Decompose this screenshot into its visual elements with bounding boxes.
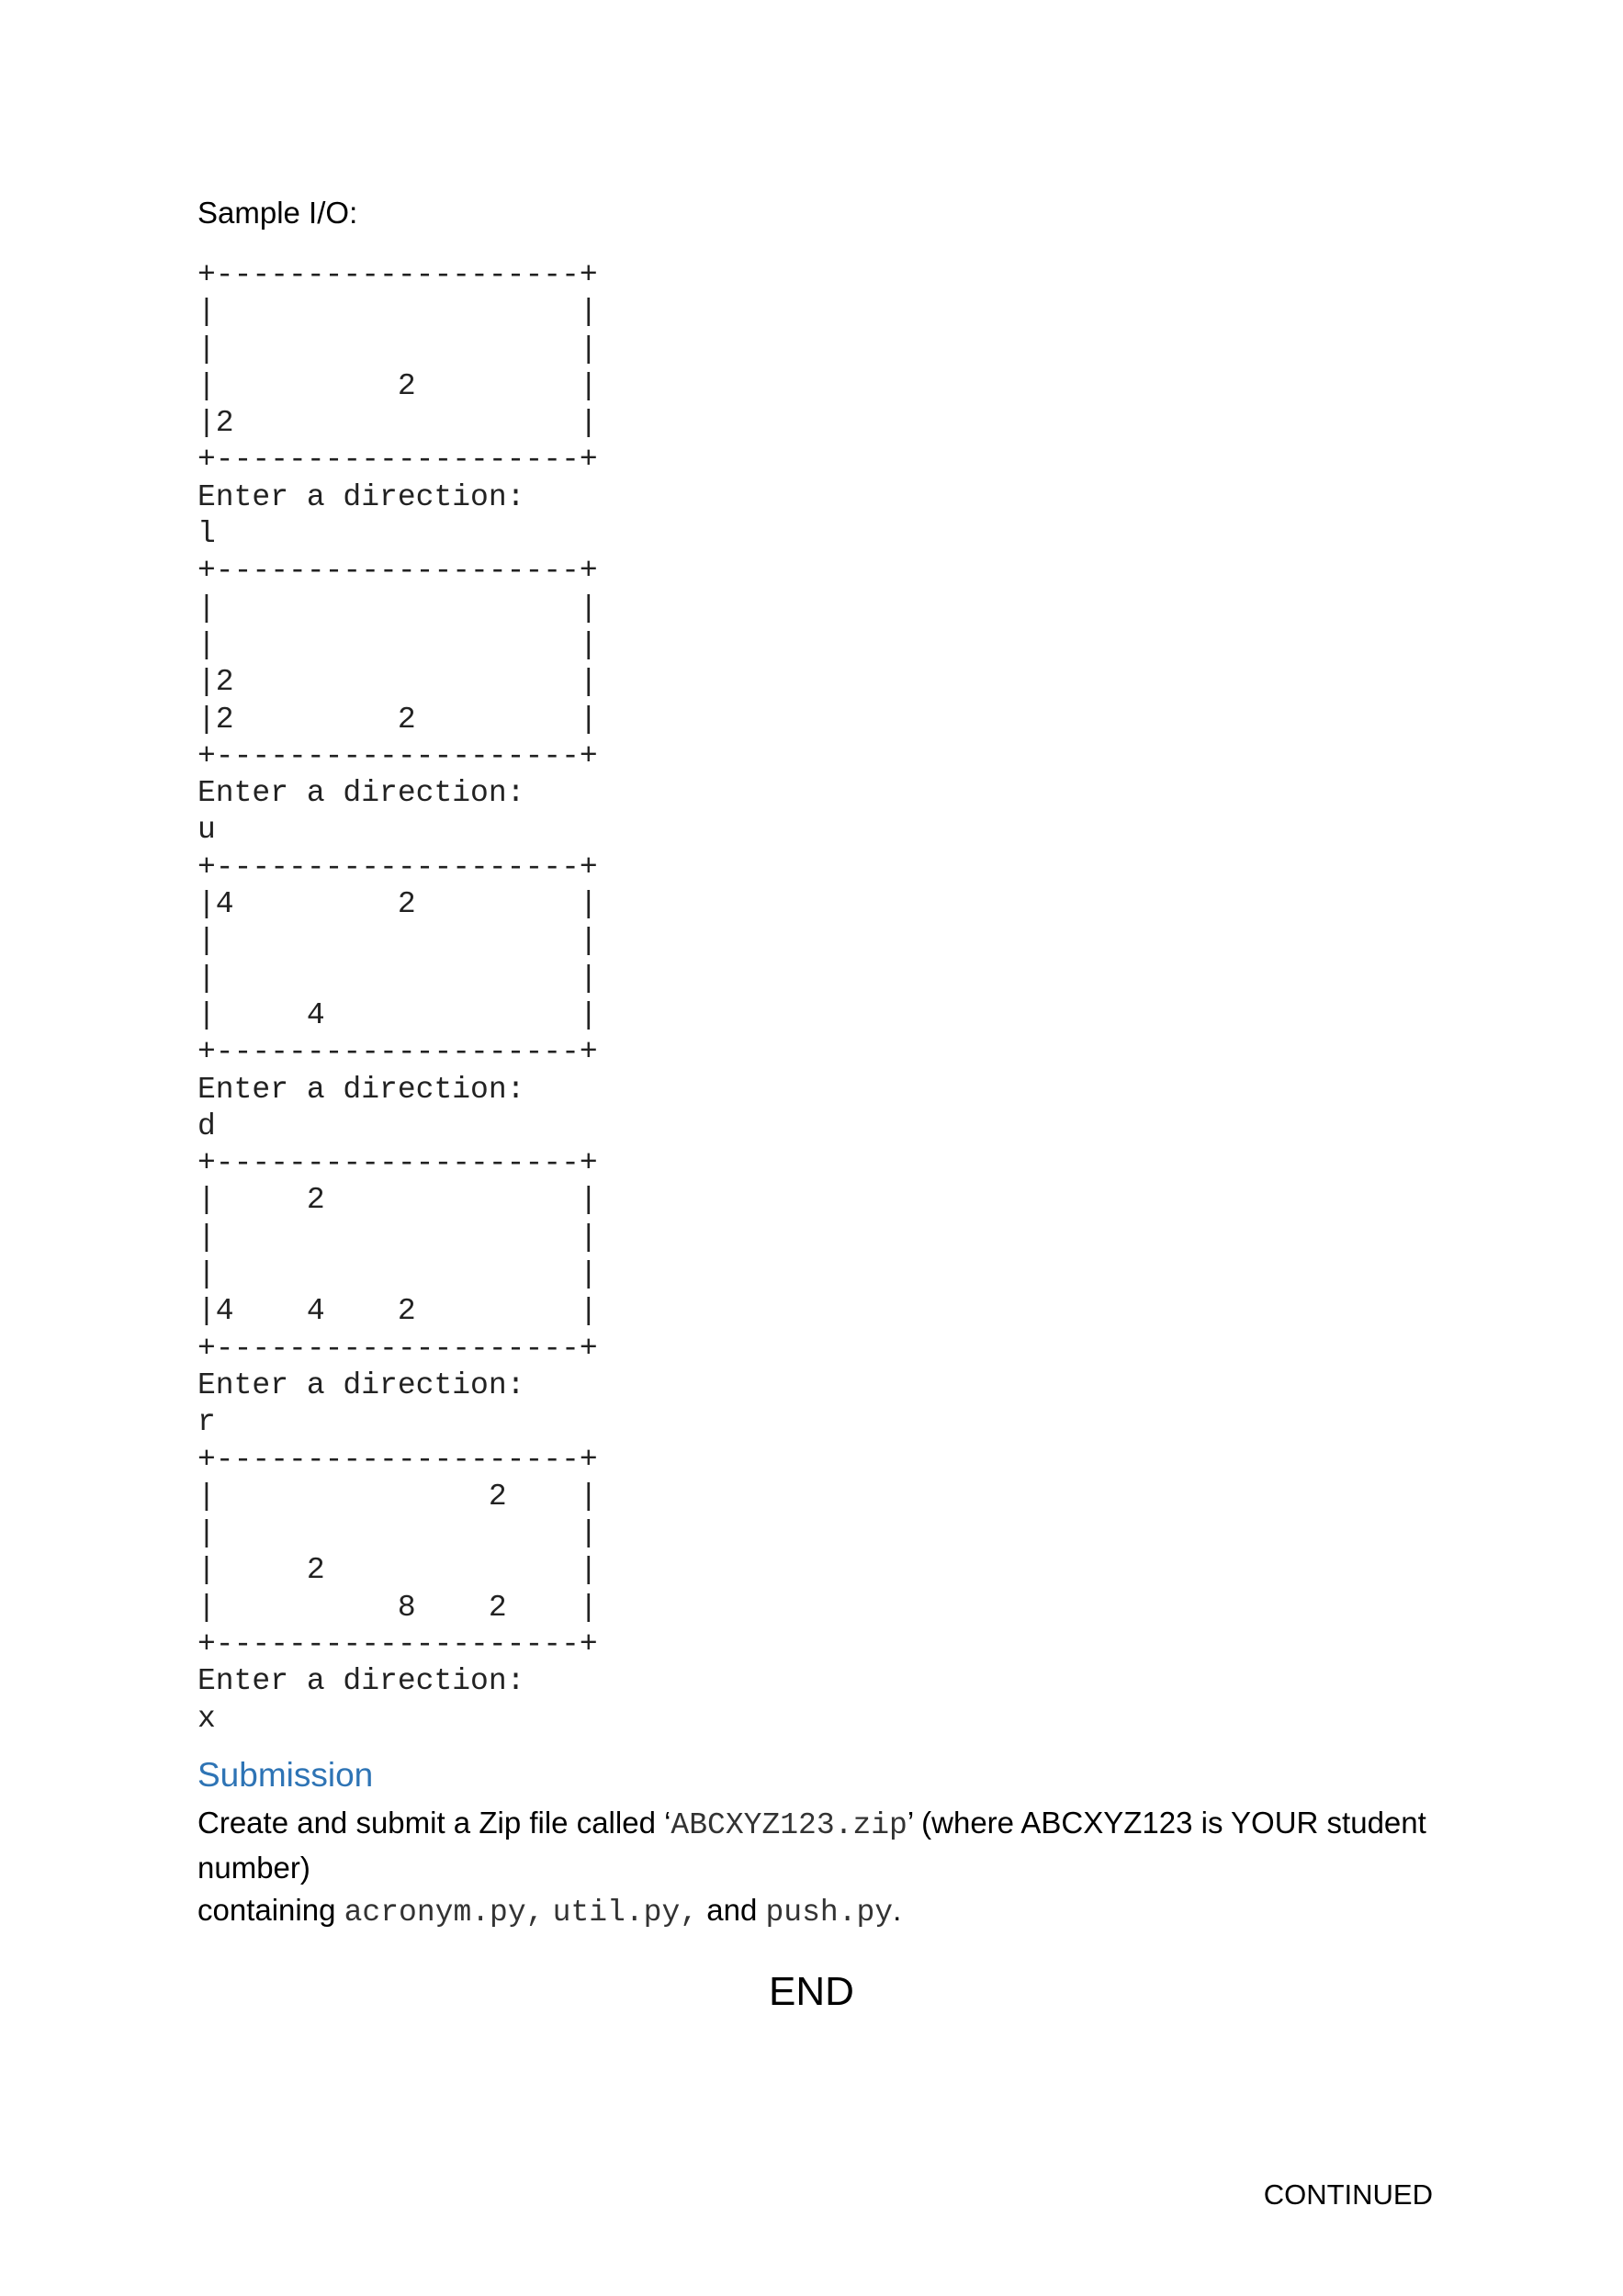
io-line: u xyxy=(197,813,216,848)
io-line: r xyxy=(197,1405,216,1440)
io-line: Enter a direction: xyxy=(197,776,525,811)
io-line: d xyxy=(197,1109,216,1143)
submission-text: . xyxy=(893,1893,902,1927)
io-line: | 2 | xyxy=(197,1553,598,1588)
submission-text: and xyxy=(706,1893,758,1927)
filename-push: push.py xyxy=(765,1896,894,1930)
end-label: END xyxy=(769,1969,854,2014)
io-line: +--------------------+ xyxy=(197,1035,598,1070)
io-line: |2 2 | xyxy=(197,702,598,737)
io-line: l xyxy=(197,517,216,552)
continued-label: CONTINUED xyxy=(1263,2178,1433,2211)
io-line: | 4 | xyxy=(197,997,598,1032)
io-line: Enter a direction: xyxy=(197,479,525,514)
io-line: | | xyxy=(197,961,598,996)
io-line: Enter a direction: xyxy=(197,1367,525,1402)
io-line: +--------------------+ xyxy=(197,1146,598,1181)
io-line: | | xyxy=(197,1220,598,1255)
zip-filename: ABCXYZ123.zip xyxy=(671,1808,907,1842)
filename-util: util.py, xyxy=(552,1896,699,1930)
io-line: |4 2 | xyxy=(197,887,598,922)
io-line: | | xyxy=(197,1516,598,1551)
submission-text: Create and submit a Zip file called ‘ xyxy=(197,1806,671,1840)
io-line: | | xyxy=(197,627,598,662)
sample-io-label: Sample I/O: xyxy=(197,196,358,230)
io-line: | | xyxy=(197,591,598,625)
io-line: | 8 2 | xyxy=(197,1590,598,1625)
io-line: |2 | xyxy=(197,406,598,441)
io-line: +--------------------+ xyxy=(197,554,598,589)
io-line: +--------------------+ xyxy=(197,1442,598,1477)
io-line: |4 4 2 | xyxy=(197,1294,598,1329)
filename-acronym: acronym.py, xyxy=(344,1896,545,1930)
io-line: +--------------------+ xyxy=(197,850,598,884)
io-line: x xyxy=(197,1701,216,1736)
io-line: | 2 | xyxy=(197,1183,598,1218)
io-line: | 2 | xyxy=(197,1479,598,1514)
io-line: +--------------------+ xyxy=(197,1331,598,1366)
submission-heading: Submission xyxy=(197,1756,374,1794)
io-line: +--------------------+ xyxy=(197,738,598,773)
submission-text: containing xyxy=(197,1893,344,1927)
io-line: |2 | xyxy=(197,665,598,700)
submission-paragraph xyxy=(197,1802,1483,1934)
io-line: | | xyxy=(197,924,598,959)
io-line: +--------------------+ xyxy=(197,1626,598,1661)
submission-text: ’ (where ABCXYZ123 is YOUR student number) xyxy=(197,1806,1426,1885)
io-line: Enter a direction: xyxy=(197,1664,525,1699)
io-line: Enter a direction: xyxy=(197,1072,525,1107)
io-line: | 2 | xyxy=(197,368,598,403)
io-line: | | xyxy=(197,332,598,366)
io-line: +--------------------+ xyxy=(197,443,598,478)
io-line: | | xyxy=(197,295,598,330)
io-line: +--------------------+ xyxy=(197,258,598,292)
io-line: | | xyxy=(197,1257,598,1292)
sample-io-transcript xyxy=(197,257,598,1738)
